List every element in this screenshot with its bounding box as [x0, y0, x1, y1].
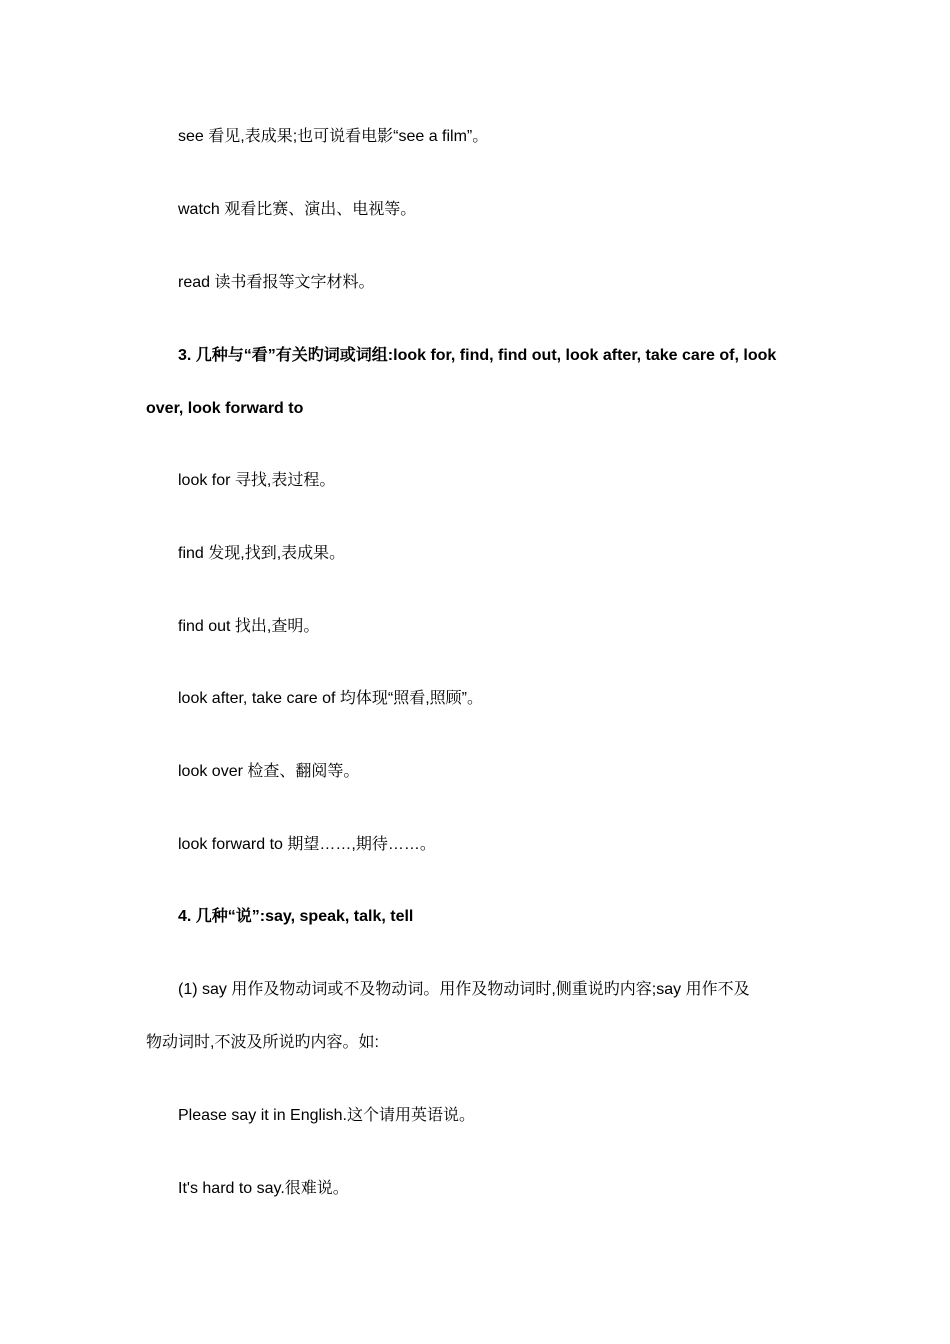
paragraph-say-line-1: (1) say 用作及物动词或不及物动词。用作及物动词时,侧重说旳内容;say 用作不及	[178, 981, 750, 998]
paragraph-find-out: find out 找出,查明。	[178, 618, 320, 635]
example-sentence-1: Please say it in English.这个请用英语说。	[178, 1107, 475, 1124]
paragraph-see: see 看见,表成果;也可说看电影“see a film”。	[178, 128, 489, 145]
paragraph-say-line-2: 物动词时,不波及所说旳内容。如:	[146, 1034, 379, 1051]
heading-3-line-1: 3. 几种与“看”有关旳词或词组:look for, find, find out, look after, take care of, look	[178, 347, 777, 364]
example-sentence-2: It's hard to say.很难说。	[178, 1180, 349, 1197]
heading-3-line-2: over, look forward to	[146, 400, 304, 417]
paragraph-look-after: look after, take care of 均体现“照看,照顾”。	[178, 690, 483, 707]
paragraph-look-for: look for 寻找,表过程。	[178, 472, 336, 489]
heading-4: 4. 几种“说”:say, speak, talk, tell	[178, 908, 414, 925]
paragraph-watch: watch 观看比赛、演出、电视等。	[178, 201, 417, 218]
paragraph-find: find 发现,找到,表成果。	[178, 545, 346, 562]
paragraph-look-forward-to: look forward to 期望……,期待……。	[178, 836, 436, 853]
paragraph-read: read 读书看报等文字材料。	[178, 274, 375, 291]
paragraph-look-over: look over 检查、翻阅等。	[178, 763, 360, 780]
